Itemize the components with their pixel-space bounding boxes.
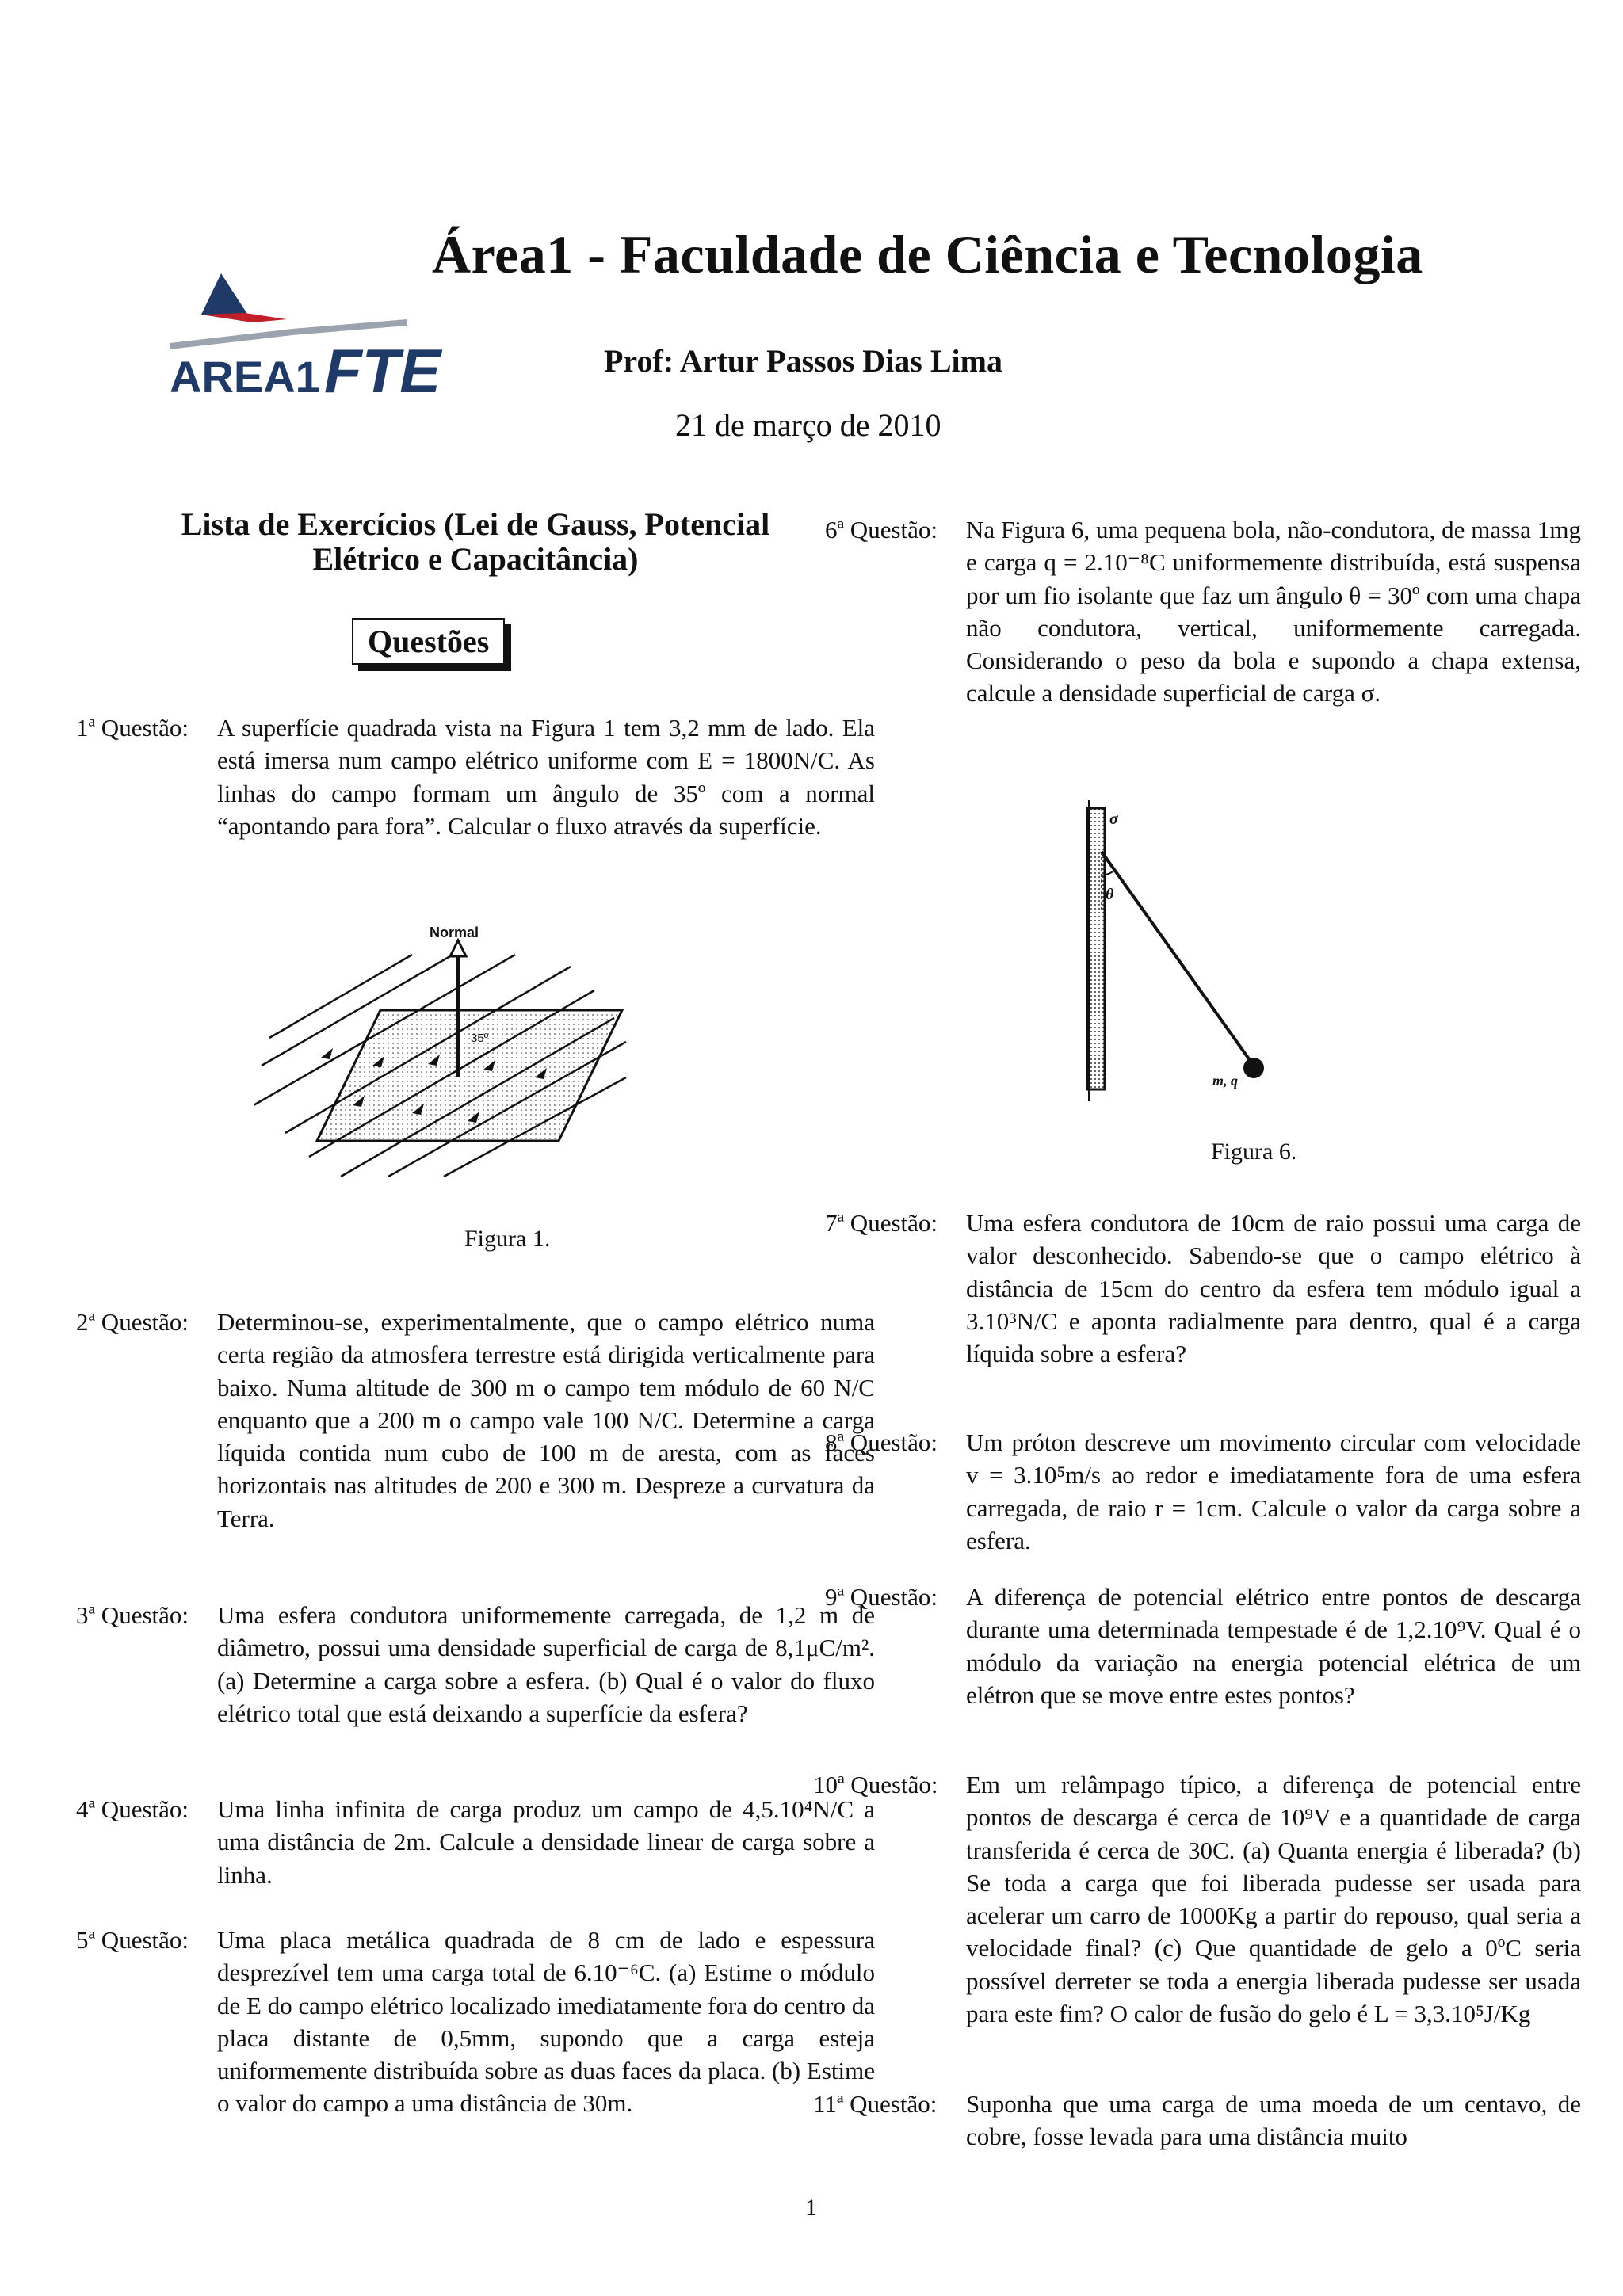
question-text: Uma linha infinita de carga produz um campo de 4,5.10⁴N/C a uma distância de 2m. Calcule a densidade linear de carga sobre a linha. (217, 1795, 875, 1889)
question-label: 11ª Questão: (813, 2090, 938, 2118)
question-label: 5ª Questão: (76, 1926, 189, 1954)
question-text: A diferença de potencial elétrico entre pontos de descarga durante uma determinada tempestade é de 1,2.10⁹V. Qual é o módulo da variação na energia potencial elétrica de um elétron que se move entre estes pontos? (966, 1583, 1581, 1709)
angle-label: 35º (471, 1032, 489, 1045)
normal-label: Normal (430, 925, 479, 940)
area1-fte-logo (170, 273, 487, 408)
document-date: 21 de março de 2010 (675, 407, 941, 443)
question-label: 1ª Questão: (76, 714, 189, 742)
question-text: Uma esfera condutora uniformemente carregada, de 1,2 m de diâmetro, possui uma densidade superficial de carga de 8,1μC/m². (a) Determine a carga sobre a esfera. (b) Qual é o valor do fluxo elétrico total que está deixando a superfície da esfera? (217, 1601, 875, 1727)
page-number: 1 (805, 2195, 817, 2221)
list-title: Lista de Exercícios (Lei de Gauss, Potencial Elétrico e Capacitância) (181, 506, 770, 577)
figure-1 (254, 923, 650, 1184)
theta-label: θ (1106, 886, 1114, 903)
svg-text:AREA1: AREA1 (170, 352, 320, 402)
question-label: 4ª Questão: (76, 1795, 189, 1823)
mass-charge-label: m, q (1212, 1073, 1239, 1089)
question-text: Em um relâmpago típico, a diferença de potencial entre pontos de descarga é cerca de 10⁹V e a quantidade de carga transferida é cerca de 30C. (a) Quanta energia é liberada? (b) Se toda a carga que foi liberada pudesse ser usada para acelerar um carro de 1000Kg a partir do repouso, qual seria a velocidade final? (c) Que quantidade de gelo a 0ºC seria possível derreter se toda a energia liberada pudesse ser usada para este fim? O calor de fusão do gelo é L = 3,3.10⁵J/Kg (966, 1771, 1581, 2028)
question-text: Um próton descreve um movimento circular com velocidade v = 3.10⁵m/s ao redor e imediatamente fora de uma esfera carregada, de raio r = 1cm. Calcule o valor da carga sobre a esfera. (966, 1428, 1581, 1554)
section-label-questoes: Questões (352, 618, 505, 665)
question-text: Suponha que uma carga de uma moeda de um centavo, de cobre, fosse levada para uma distância muito (966, 2090, 1581, 2151)
figure-6-caption: Figura 6. (1211, 1138, 1297, 1165)
figure-1-caption: Figura 1. (464, 1226, 551, 1252)
question-label: 8ª Questão: (825, 1428, 938, 1456)
question-label: 2ª Questão: (76, 1308, 189, 1336)
question-text: Determinou-se, experimentalmente, que o campo elétrico numa certa região da atmosfera terrestre está dirigida verticalmente para baixo. Numa altitude de 300 m o campo tem módulo de 60 N/C enquanto que a 200 m o campo vale 100 N/C. Determine a carga líquida contida num cubo de 100 m de aresta, com as faces horizontais nas altitudes de 200 e 300 m. Despreze a curvatura da Terra. (217, 1308, 875, 1532)
professor-name: Prof: Artur Passos Dias Lima (604, 343, 1002, 379)
question-text: A superfície quadrada vista na Figura 1 tem 3,2 mm de lado. Ela está imersa num campo elétrico uniforme com E = 1800N/C. As linhas do campo formam um ângulo de 35º com a normal “apontando para fora”. Calcular o fluxo através da superfície. (217, 714, 875, 840)
svg-text:FTE: FTE (324, 336, 441, 406)
sigma-label: σ (1109, 810, 1118, 828)
question-text: Uma placa metálica quadrada de 8 cm de lado e espessura desprezível tem uma carga total de 6.10⁻⁶C. (a) Estime o módulo de E do campo elétrico localizado imediatamente fora do centro da placa distante de 0,5mm, supondo que a carga esteja uniformemente distribuída sobre as duas faces da placa. (b) Estime o valor do campo a uma distância de 30m. (217, 1926, 875, 2118)
question-label: 3ª Questão: (76, 1601, 189, 1629)
question-text: Uma esfera condutora de 10cm de raio possui uma carga de valor desconhecido. Sabendo-se que o campo elétrico à distância de 15cm do centro da esfera tem módulo igual a 3.10³N/C e aponta radialmente para dentro, qual é a carga líquida sobre a esfera? (966, 1209, 1581, 1368)
question-label: 9ª Questão: (825, 1583, 938, 1611)
question-label: 6ª Questão: (825, 516, 938, 543)
question-label: 10ª Questão: (813, 1771, 938, 1798)
question-label: 7ª Questão: (825, 1209, 938, 1237)
question-text: Na Figura 6, uma pequena bola, não-condutora, de massa 1mg e carga q = 2.10⁻⁸C uniformemente distribuída, está suspensa por um fio isolante que faz um ângulo θ = 30º com uma chapa não condutora, vertical, uniformemente carregada. Considerando o peso da bola e supondo a chapa extensa, calcule a densidade superficial de carga σ. (966, 516, 1581, 707)
figure-6 (1070, 792, 1276, 1109)
page-title: Área1 - Faculdade de Ciência e Tecnologia (432, 224, 1423, 284)
